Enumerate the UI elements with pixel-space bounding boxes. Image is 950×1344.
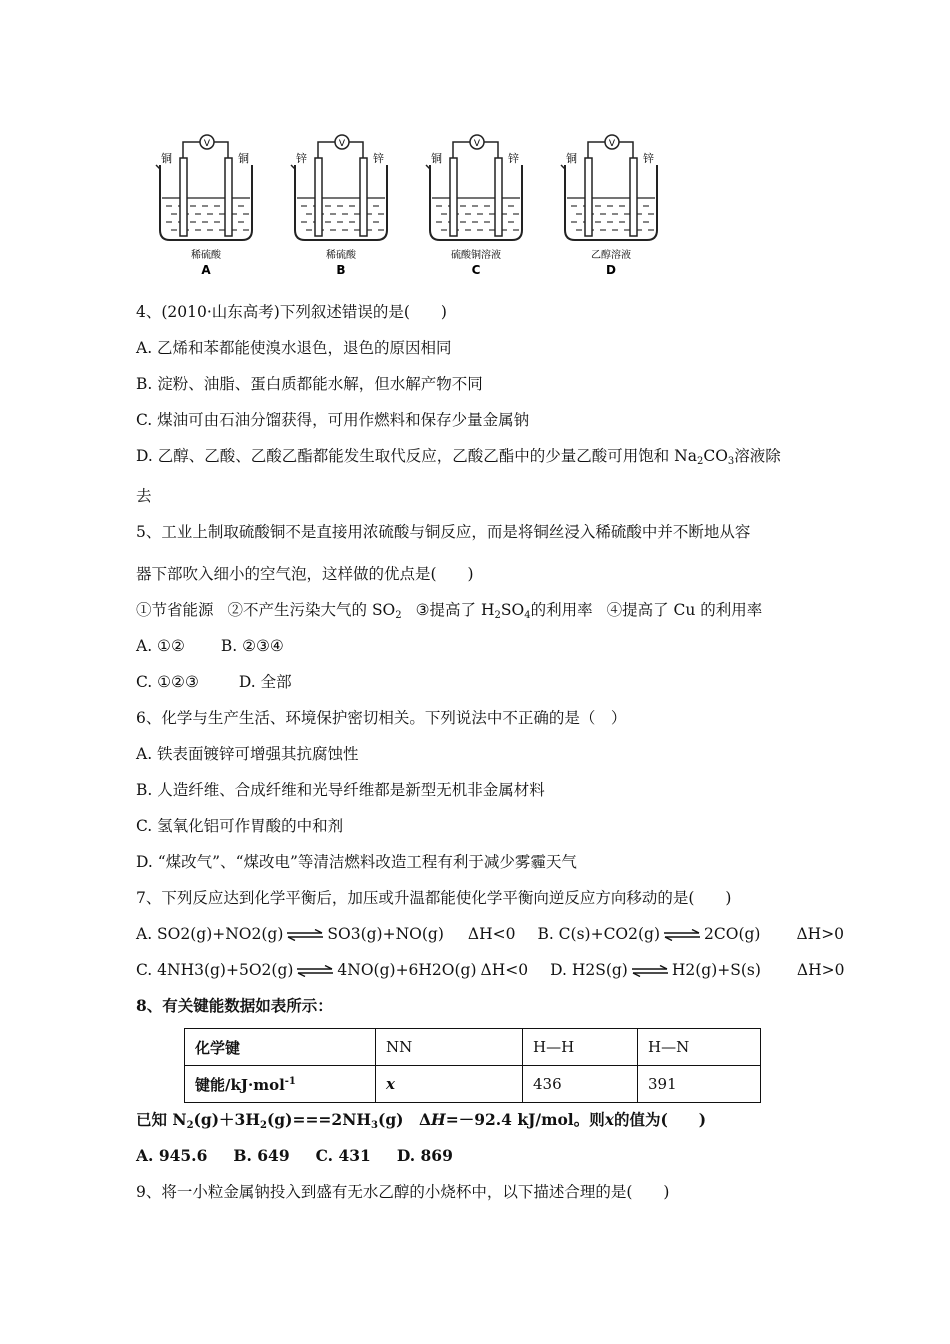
cell-panel — [426, 135, 522, 277]
q7-options-cd: C. 4NH3(g)+5O2(g) 4NO(g)+6H2O(g) ΔH<0 D. H2S(g) H2(g)+S(s) ΔH>0 — [136, 961, 845, 979]
q5-options-cd: C. ①②③ D. 全部 — [136, 673, 292, 691]
table-header-cell: H—H — [523, 1029, 638, 1066]
solution-label: 乙醇溶液 — [591, 250, 631, 261]
table-row — [185, 1029, 761, 1066]
equilibrium-arrow-icon — [662, 929, 702, 941]
q6-option-b: B. 人造纤维、合成纤维和光导纤维都是新型无机非金属材料 — [136, 781, 545, 799]
voltmeter-label: V — [608, 139, 616, 149]
bond-energy-table — [184, 1028, 761, 1103]
q4-option-d: D. 乙醇、乙酸、乙酸乙酯都能发生取代反应，乙酸乙酯中的少量乙酸可用饱和 $Na_2CO_3$溶液除 — [136, 447, 781, 467]
q7-options-ab: A. SO2(g)+NO2(g) SO3(g)+NO(g) ΔH<0 B. C(s)+CO2(g) 2CO(g) ΔH>0 — [136, 925, 845, 943]
cell-panel — [561, 135, 657, 277]
q5-stem-line1: 5、工业上制取硫酸铜不是直接用浓硫酸与铜反应，而是将铜丝浸入稀硫酸中并不断地从容 — [136, 523, 751, 541]
equilibrium-arrow-icon — [295, 965, 335, 977]
table-header-cell: H—N — [638, 1029, 761, 1066]
q8-stem: 8、有关键能数据如表所示： — [136, 996, 333, 1015]
q4-option-c: C. 煤油可由石油分馏获得，可用作燃料和保存少量金属钠 — [136, 411, 530, 429]
electrode-left-label: 铜 — [566, 152, 577, 165]
electrode-left — [450, 158, 457, 236]
table-header-cell: NN — [376, 1029, 523, 1066]
electrode-right — [495, 158, 502, 236]
q6-stem: 6、化学与生产生活、环境保护密切相关。下列说法中不正确的是（ ） — [136, 709, 627, 727]
electrode-right — [360, 158, 367, 236]
electrode-right-label: 锌 — [373, 152, 384, 165]
voltmeter-label: V — [473, 139, 481, 149]
q6-option-a: A. 铁表面镀锌可增强其抗腐蚀性 — [136, 745, 359, 763]
electrode-left — [180, 158, 187, 236]
q4-option-d-continued: 去 — [136, 487, 152, 505]
beaker — [430, 165, 522, 240]
equilibrium-arrow-icon — [285, 929, 325, 941]
electrochemical-cells-figure — [150, 120, 680, 280]
q4-option-a: A. 乙烯和苯都能使溴水退色，退色的原因相同 — [136, 339, 452, 357]
beaker — [565, 165, 657, 240]
cell-panel — [291, 135, 387, 277]
panel-letter: D — [606, 263, 616, 277]
q4-option-b: B. 淀粉、油脂、蛋白质都能水解，但水解产物不同 — [136, 375, 483, 393]
table-row — [185, 1066, 761, 1103]
electrode-right — [630, 158, 637, 236]
table-cell: x — [376, 1066, 523, 1103]
table-row-label: 键能/kJ·mol$^{-1}$ — [185, 1066, 376, 1103]
table-header-cell: 化学键 — [185, 1029, 376, 1066]
electrode-left — [315, 158, 322, 236]
electrode-right-label: 锌 — [508, 152, 519, 165]
electrode-left-label: 铜 — [431, 152, 442, 165]
electrode-right-label: 铜 — [238, 152, 249, 165]
q8-equation: 已知 $N_2(g)+3H_2(g)===2NH_3(g)$ ΔH=－92.4 kJ/mol。则x的值为( ) — [136, 1110, 707, 1131]
voltmeter-label: V — [338, 139, 346, 149]
q5-options-ab: A. ①② B. ②③④ — [136, 637, 284, 655]
q7-stem: 7、下列反应达到化学平衡后，加压或升温都能使化学平衡向逆反应方向移动的是( ) — [136, 889, 732, 907]
electrode-left-label: 锌 — [296, 152, 307, 165]
panel-letter: A — [201, 263, 211, 277]
equilibrium-arrow-icon — [630, 965, 670, 977]
beaker — [295, 165, 387, 240]
cell-panel — [156, 135, 252, 277]
beaker — [160, 165, 252, 240]
q8-options: A. 945.6 B. 649 C. 431 D. 869 — [136, 1146, 453, 1165]
q6-option-d: D. “煤改气”、“煤改电”等清洁燃料改造工程有利于减少雾霾天气 — [136, 853, 577, 871]
voltmeter-label: V — [203, 139, 211, 149]
electrode-right — [225, 158, 232, 236]
q6-option-c: C. 氢氧化铝可作胃酸的中和剂 — [136, 817, 344, 835]
table-cell: 436 — [523, 1066, 638, 1103]
q9-stem: 9、将一小粒金属钠投入到盛有无水乙醇的小烧杯中，以下描述合理的是( ) — [136, 1183, 670, 1201]
table-cell: 391 — [638, 1066, 761, 1103]
solution-label: 硫酸铜溶液 — [451, 250, 501, 261]
electrode-left — [585, 158, 592, 236]
electrode-right-label: 锌 — [643, 152, 654, 165]
q5-stem-line2: 器下部吹入细小的空气泡，这样做的优点是( ) — [136, 565, 474, 583]
solution-label: 稀硫酸 — [191, 250, 221, 261]
q5-statements: ①节省能源 ②不产生污染大气的 $SO_2$ ③提高了 $H_2SO_4$的利用率 ④提高了 Cu 的利用率 — [136, 601, 763, 621]
panel-letter: C — [471, 263, 481, 277]
electrode-left-label: 铜 — [161, 152, 172, 165]
panel-letter: B — [336, 263, 346, 277]
q4-stem: 4、(2010·山东高考)下列叙述错误的是( ) — [136, 303, 447, 321]
solution-label: 稀硫酸 — [326, 250, 356, 261]
